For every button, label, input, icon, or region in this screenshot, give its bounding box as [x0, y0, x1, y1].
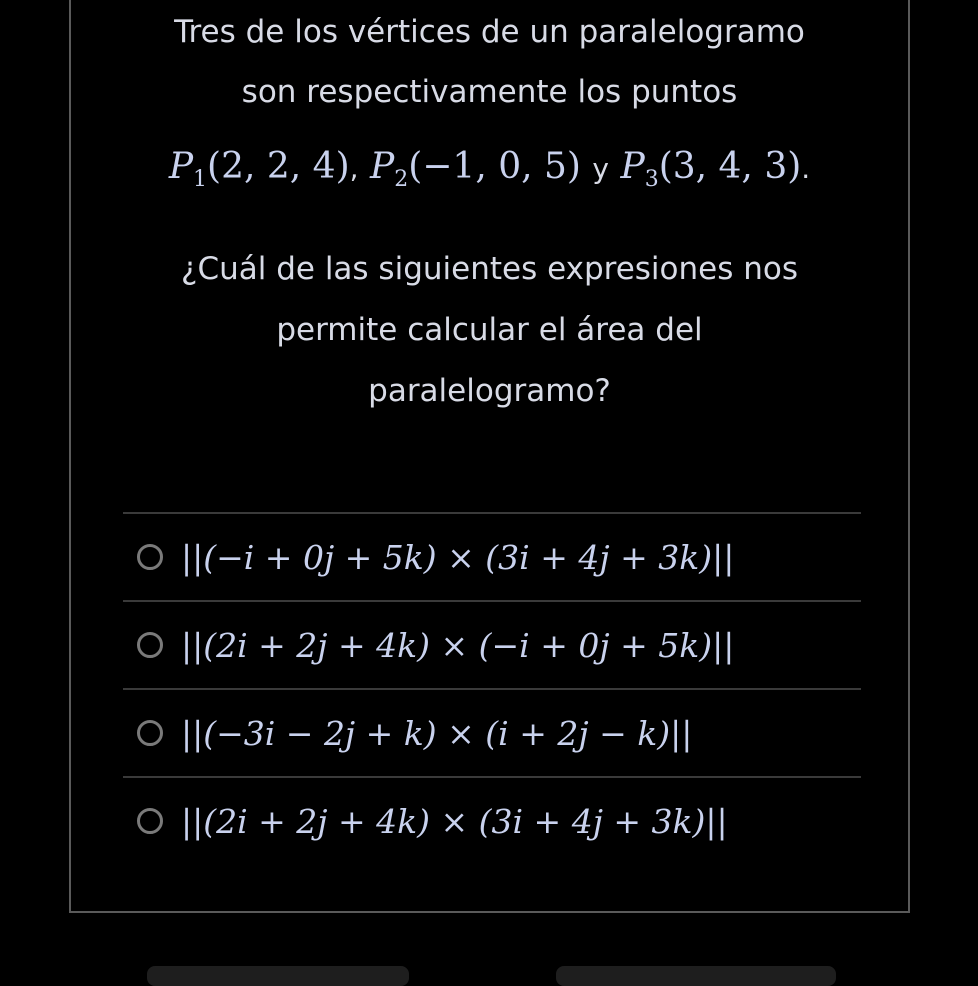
radio-button-icon[interactable] [137, 632, 163, 658]
answer-option-1[interactable] [123, 514, 861, 600]
answer-option-3[interactable] [123, 690, 861, 776]
radio-button-icon[interactable] [137, 544, 163, 570]
option-label: ||(−i + 0j + 5k) × (3i + 4j + 3k)|| [181, 537, 735, 577]
radio-button-icon[interactable] [137, 720, 163, 746]
question-text-line-3: ¿Cuál de las siguientes expresiones nos [181, 251, 798, 287]
question-card [69, 0, 910, 913]
bottom-button-right[interactable] [556, 966, 836, 986]
answer-option-2[interactable] [123, 602, 861, 688]
points-expression: $P_1(2$, 2, 4), $P_2(-1$, 0, 5) y $P_3(3$, 4, 3). [168, 146, 811, 192]
question-text-line-5: paralelogramo? [368, 373, 611, 409]
option-label: ||(−3i − 2j + k) × (i + 2j − k)|| [181, 713, 693, 753]
option-label: ||(2i + 2j + 4k) × (−i + 0j + 5k)|| [181, 625, 735, 665]
question-text-line-2: son respectivamente los puntos [241, 74, 738, 110]
question-text-line-1: Tres de los vértices de un paralelogramo [174, 14, 805, 50]
question-text-line-4: permite calcular el área del [276, 312, 703, 348]
bottom-button-left[interactable] [147, 966, 409, 986]
option-label: ||(2i + 2j + 4k) × (3i + 4j + 3k)|| [181, 801, 728, 841]
answer-option-4[interactable] [123, 778, 861, 864]
radio-button-icon[interactable] [137, 808, 163, 834]
